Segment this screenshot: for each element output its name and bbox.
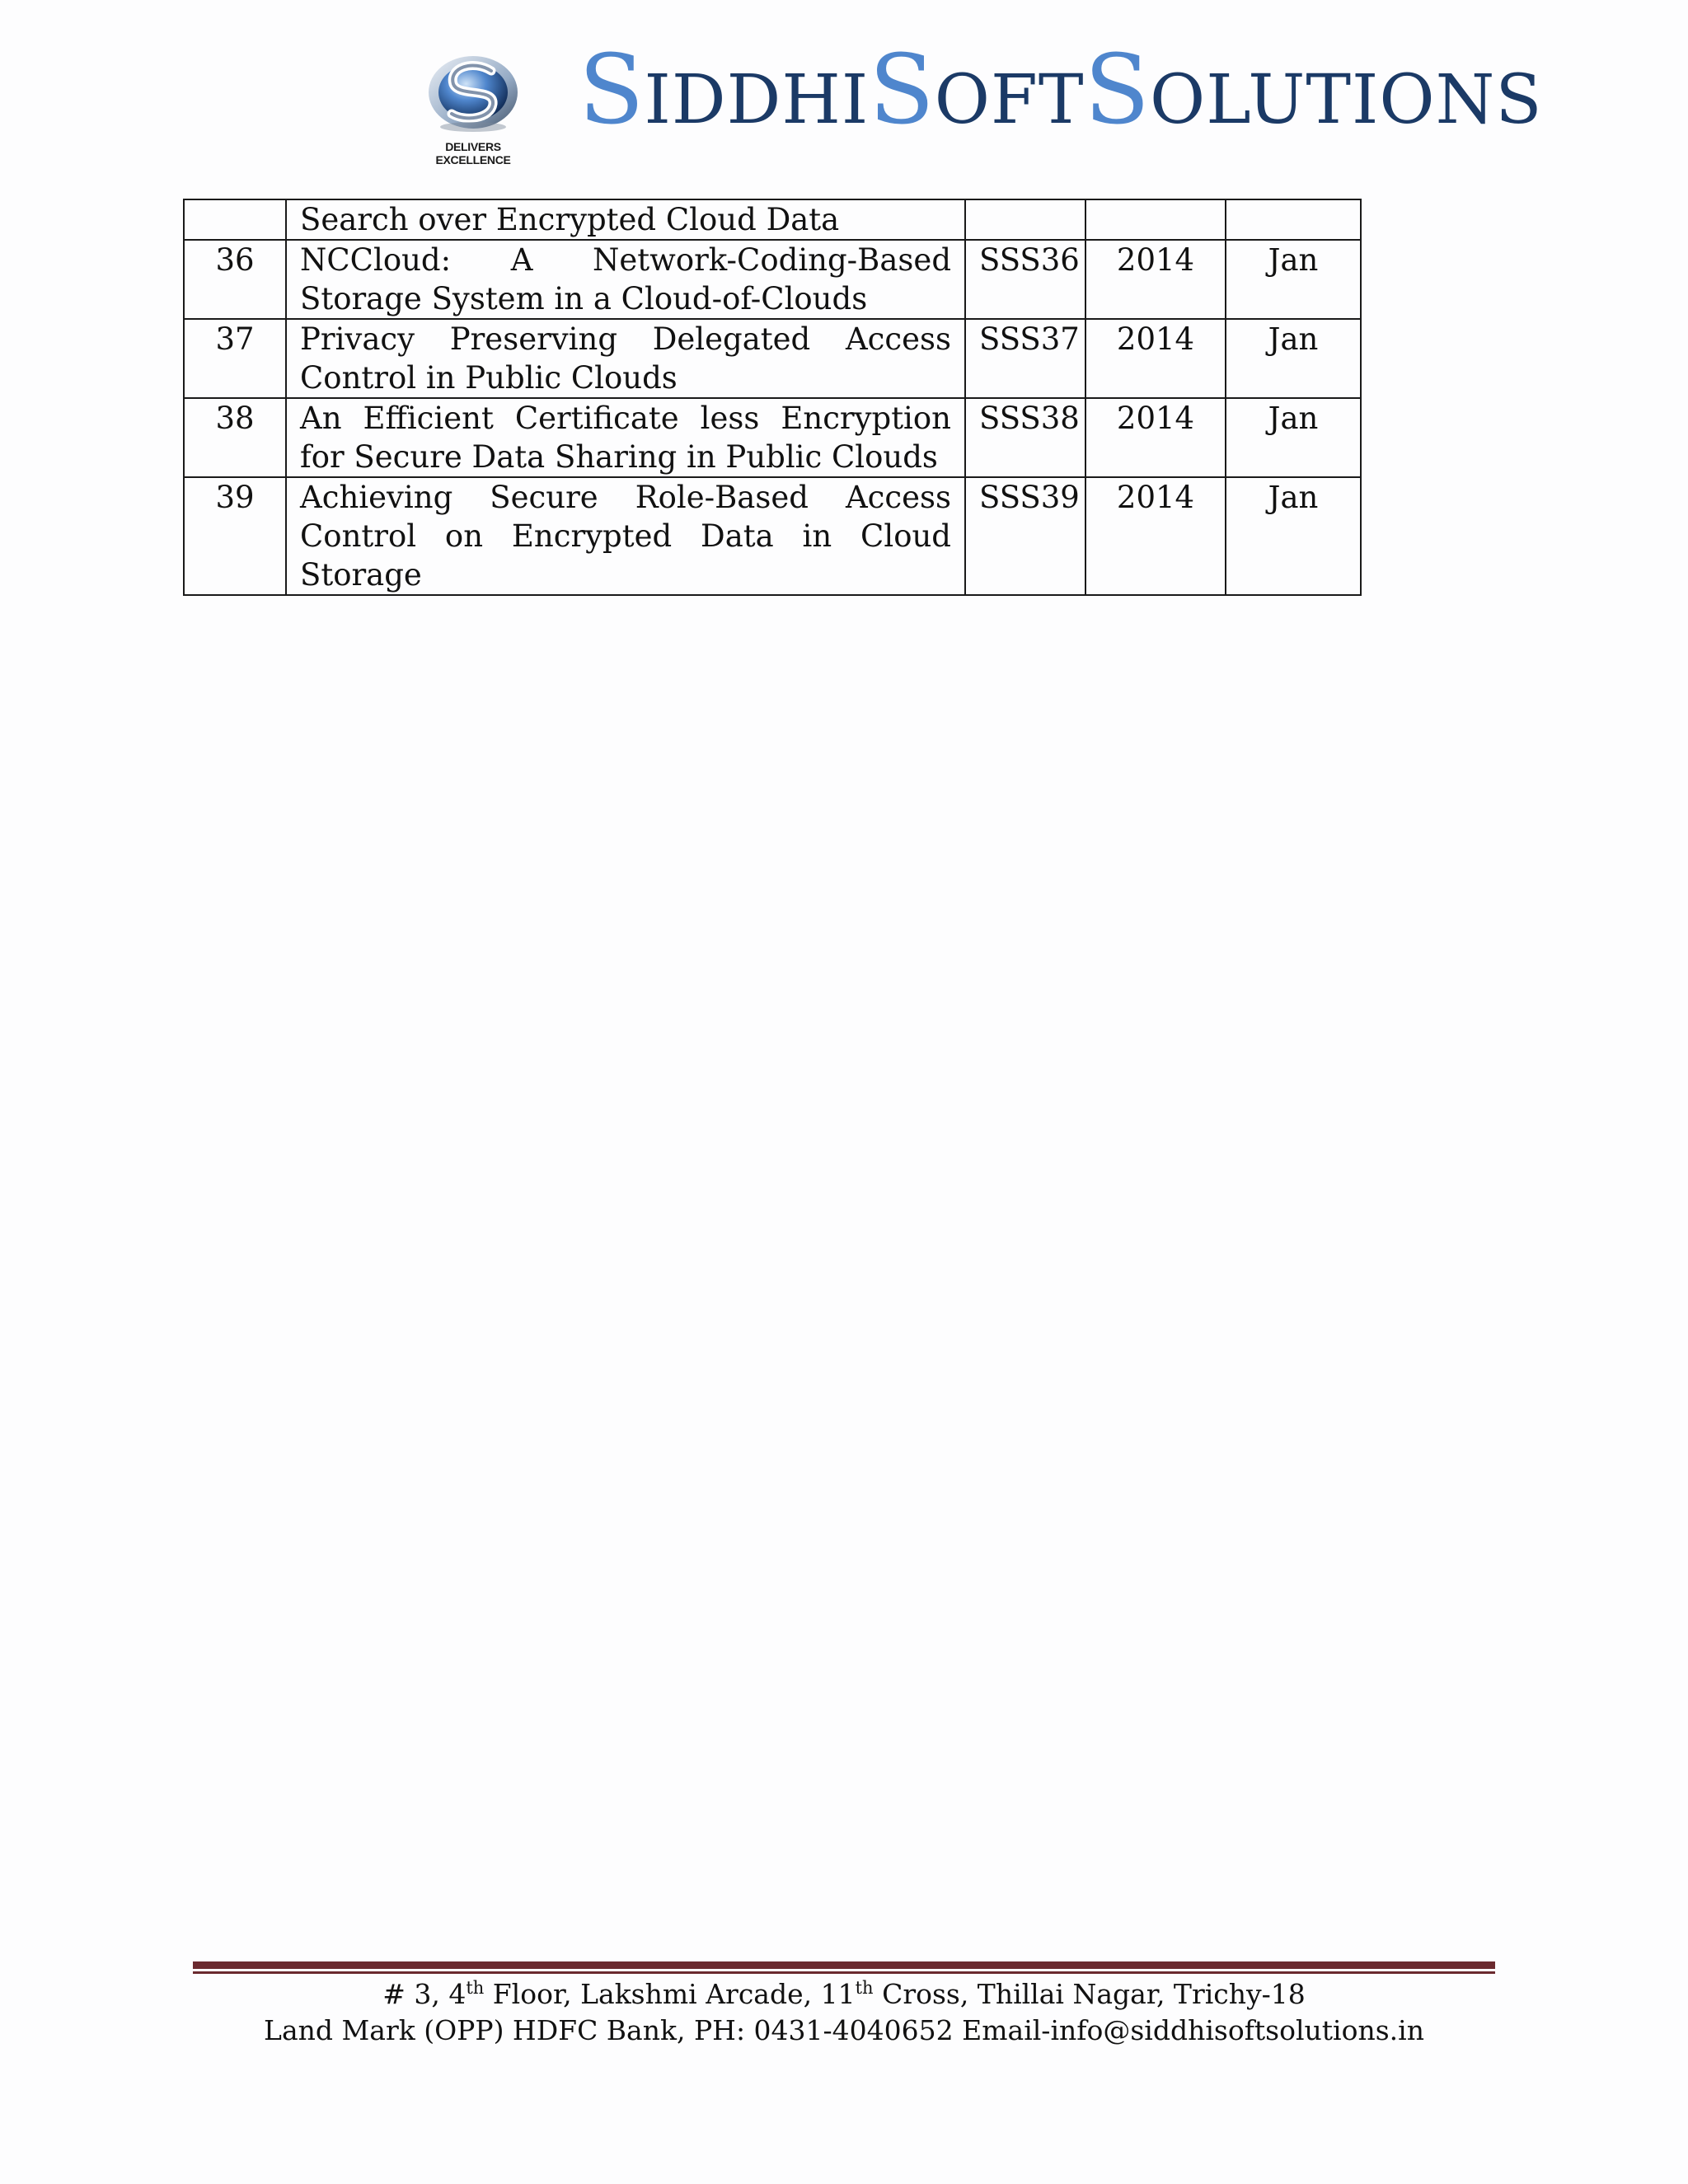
cell-code: SSS36: [965, 240, 1085, 319]
cell-no: 37: [184, 319, 286, 398]
brand-cap-2: S: [869, 35, 935, 146]
footer-address: [193, 1976, 1495, 2049]
company-name: [579, 35, 1543, 150]
table-row: [184, 319, 1361, 398]
brand-rest-3: OLUTIONS: [1150, 61, 1543, 139]
brand-cap-1: S: [579, 35, 645, 146]
cell-title: Achieving Secure Role-Based Access Control on Encrypted Data in Cloud Storage: [286, 477, 965, 595]
cell-year: 2014: [1085, 477, 1226, 595]
footer-superscript: th: [466, 1978, 485, 1998]
cell-year: 2014: [1085, 240, 1226, 319]
cell-month: Jan: [1226, 319, 1361, 398]
cell-year: 2014: [1085, 319, 1226, 398]
brand-cap-3: S: [1084, 35, 1151, 146]
footer-text: # 3, 4: [382, 1978, 467, 2010]
cell-title: Privacy Preserving Delegated Access Control in Public Clouds: [286, 319, 965, 398]
footer-text: Cross, Thillai Nagar, Trichy-18: [873, 1978, 1306, 2010]
table-row-continuation: [184, 199, 1361, 240]
cell-code: [965, 199, 1085, 240]
letterhead: [407, 35, 1543, 166]
cell-year: 2014: [1085, 398, 1226, 477]
logo-tagline: DELIVERS EXCELLENCE: [435, 140, 511, 166]
table-row: [184, 398, 1361, 477]
cell-title: Search over Encrypted Cloud Data: [286, 199, 965, 240]
cell-code: SSS39: [965, 477, 1085, 595]
cell-no: 36: [184, 240, 286, 319]
company-logo: [407, 35, 539, 166]
footer-address-line: [193, 1976, 1495, 2013]
cell-year: [1085, 199, 1226, 240]
footer-divider-thin: [193, 1971, 1495, 1974]
footer-divider: [193, 1961, 1495, 1969]
footer-contact-line: Land Mark (OPP) HDFC Bank, PH: 0431-4040652 Email-info@siddhisoftsolutions.in: [264, 2014, 1424, 2046]
siddhisoft-swirl-logo-icon: [424, 49, 523, 138]
cell-no: [184, 199, 286, 240]
footer-superscript: th: [855, 1978, 874, 1998]
cell-no: 38: [184, 398, 286, 477]
cell-month: Jan: [1226, 477, 1361, 595]
cell-month: Jan: [1226, 398, 1361, 477]
table-row: [184, 477, 1361, 595]
cell-month: Jan: [1226, 240, 1361, 319]
project-table: [183, 199, 1362, 596]
footer-text: Floor, Lakshmi Arcade, 11: [484, 1978, 856, 2010]
cell-title: NCCloud: A Network-Coding-Based Storage System in a Cloud-of-Clouds: [286, 240, 965, 319]
cell-code: SSS38: [965, 398, 1085, 477]
cell-no: 39: [184, 477, 286, 595]
cell-month: [1226, 199, 1361, 240]
brand-rest-2: OFT: [934, 61, 1085, 139]
table-row: [184, 240, 1361, 319]
cell-code: SSS37: [965, 319, 1085, 398]
cell-title: An Efficient Certificate less Encryption for Secure Data Sharing in Public Clouds: [286, 398, 965, 477]
brand-rest-1: IDDHI: [644, 61, 870, 139]
